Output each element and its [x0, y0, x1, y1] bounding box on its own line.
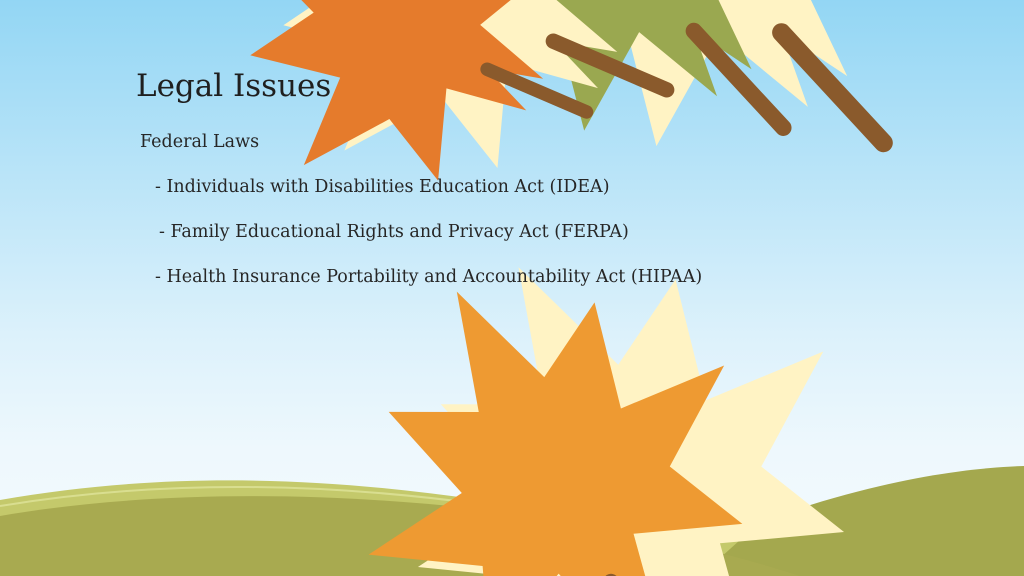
law-item-hipaa: - Health Insurance Portability and Accountability Act (HIPAA) [155, 267, 703, 287]
maple-leaf-icon [1017, 148, 1024, 399]
section-heading: Federal Laws [140, 132, 260, 152]
slide-title: Legal Issues [136, 68, 332, 104]
law-item-ferpa: - Family Educational Rights and Privacy Act (FERPA) [159, 222, 629, 242]
law-item-idea: - Individuals with Disabilities Education Act (IDEA) [155, 177, 610, 197]
